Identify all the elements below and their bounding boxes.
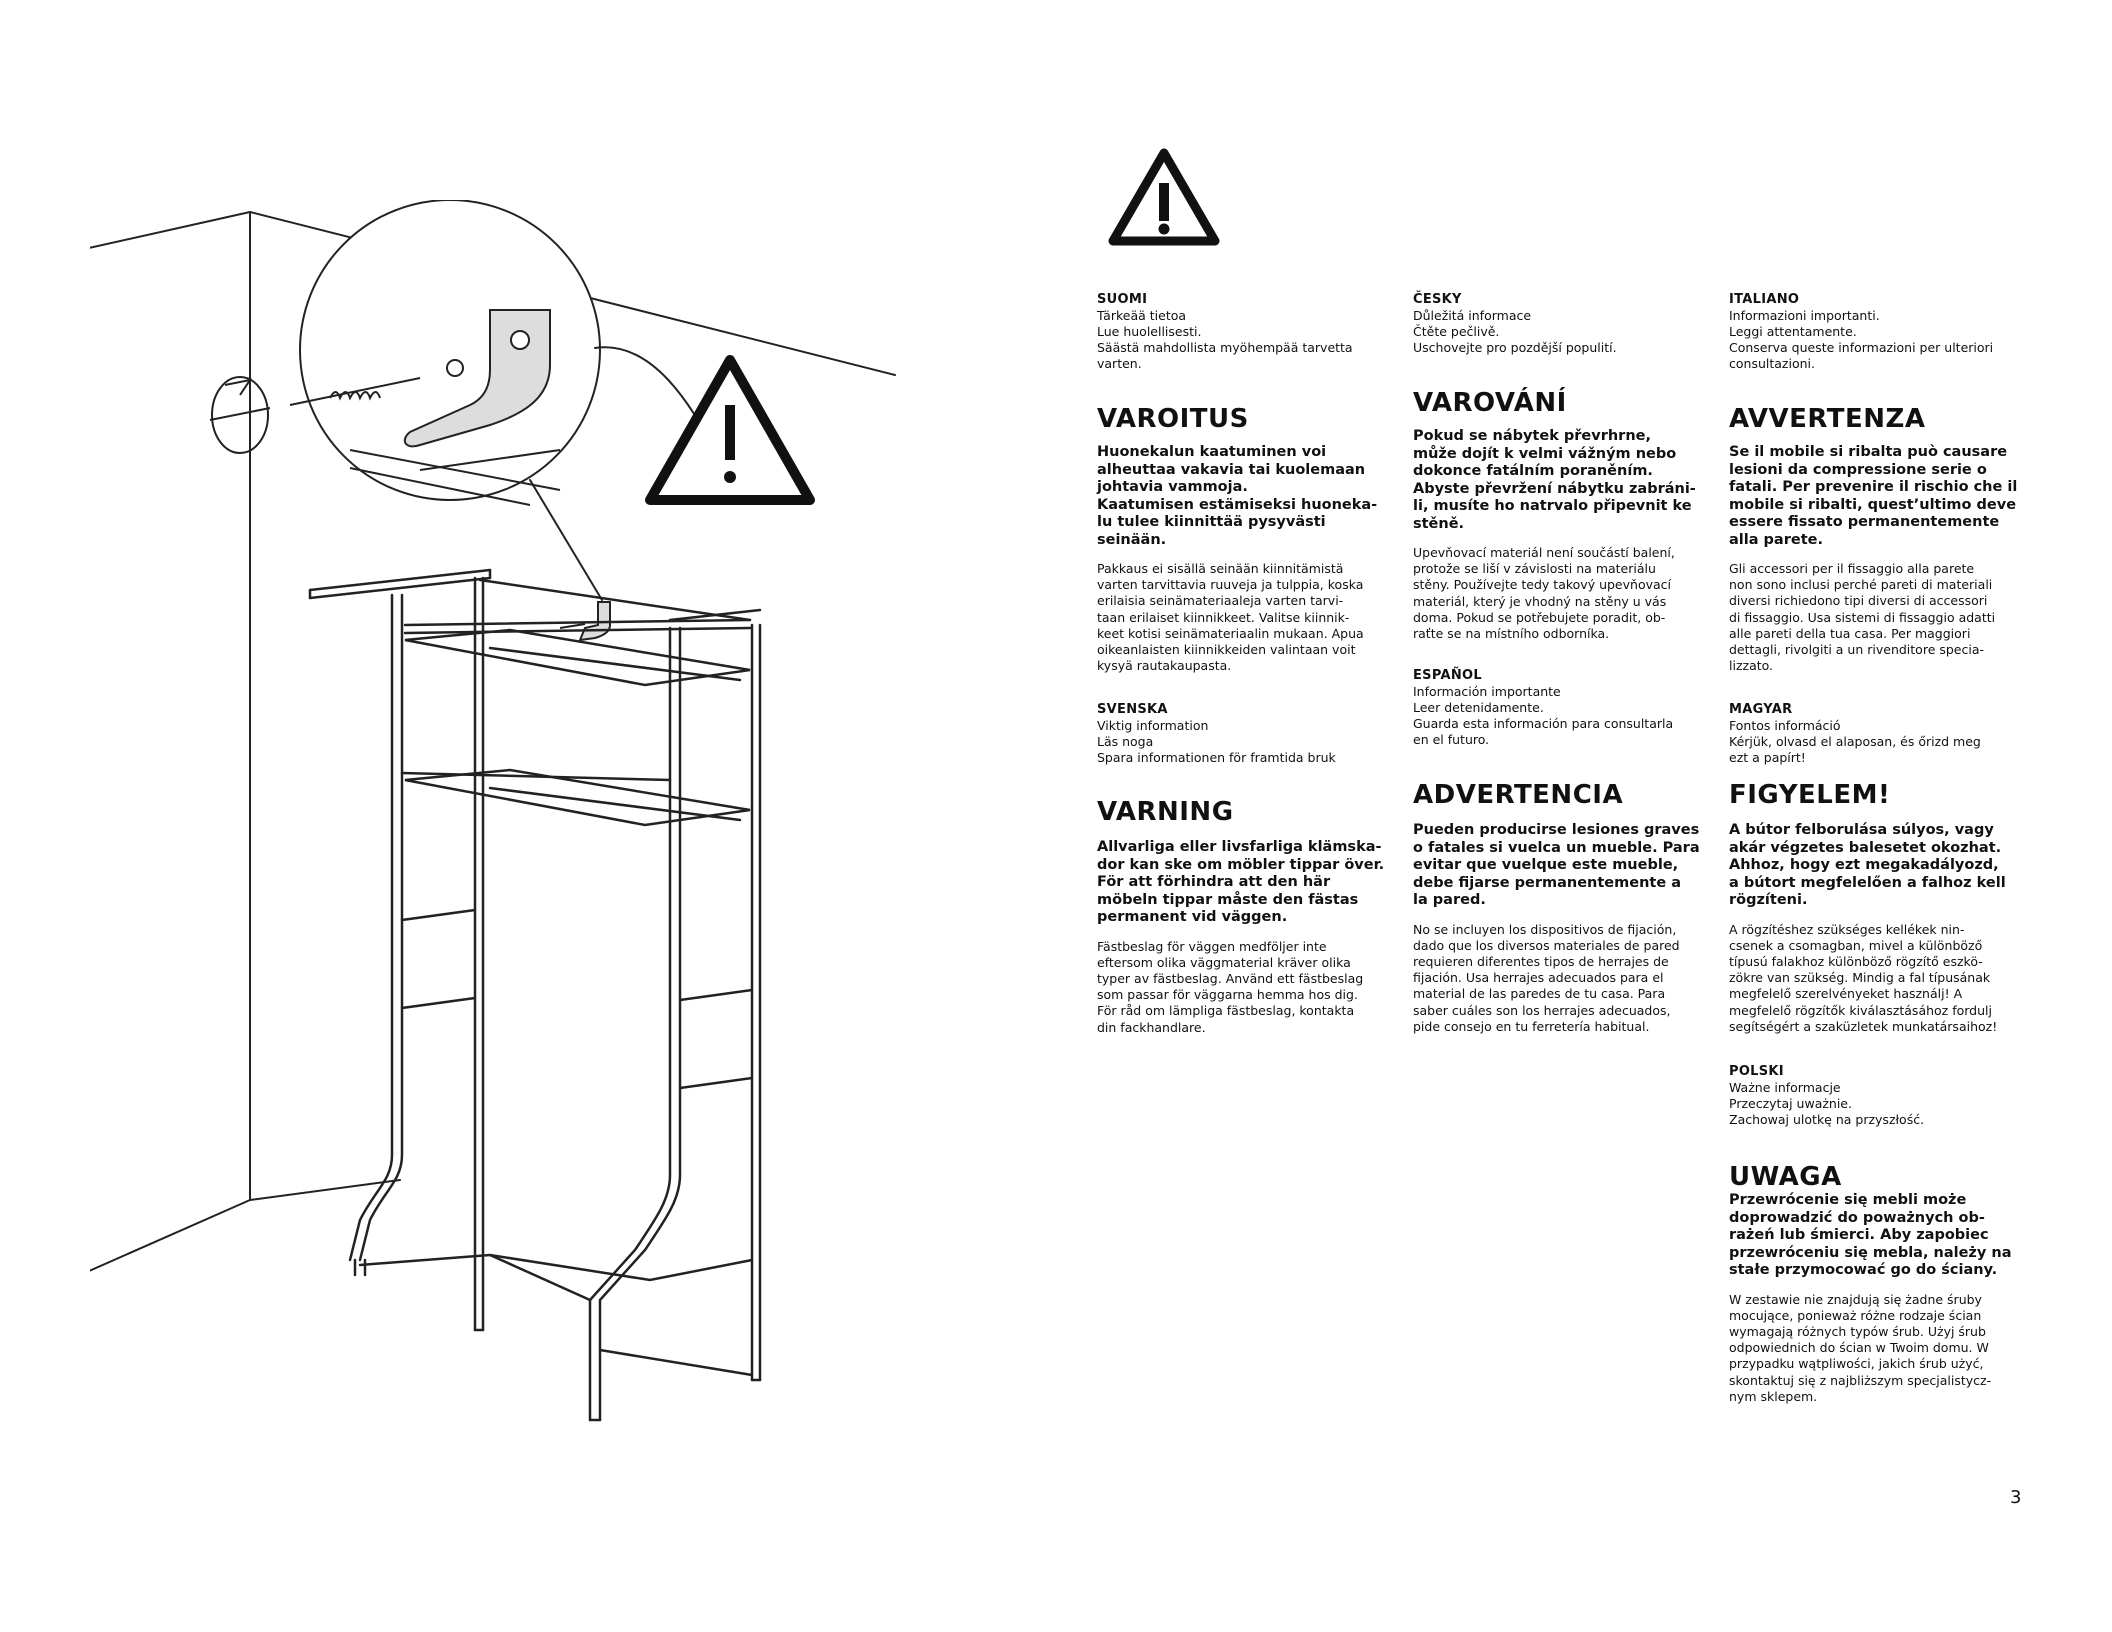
warning-body-text: Pakkaus ei sisällä seinään kiinnitämistä varten tarvittavia ruuveja ja tulppia, koska erilaisia seinämateriaaleja varten tarvi- taan erilaiset kiinnikkeet. Valitse kiinnik- keet kotisi seinämateriaalin mukaan. Apua oikeanlaisten kiinnikkeiden valintaan voit kysyä rautakaupasta. <box>1097 561 1364 674</box>
warning-icon <box>1105 145 1223 250</box>
info-line: Spara informationen för framtida bruk <box>1097 750 1336 765</box>
page-number: 3 <box>2010 1487 2022 1508</box>
warning-title: FIGYELEM! <box>1729 780 1891 810</box>
info-block-magyar <box>1729 702 2034 766</box>
info-line: ezt a papírt! <box>1729 750 1806 765</box>
info-line: Przeczytaj uważnie. <box>1729 1096 1852 1111</box>
info-line: Leggi attentamente. <box>1729 324 1857 339</box>
warning-body-text: W zestawie nie znajdują się żadne śruby mocujące, ponieważ różne rodzaje ścian wymagają różnych typów śrub. Użyj śrub odpowiednich do ścian w Twoim domu. W przypadku wątpliwości, jakich śrub użyć, skontaktuj się z najbliższym specjalistycz- nym sklepem. <box>1729 1291 1992 1404</box>
warning-block-uwaga <box>1729 1162 2034 1405</box>
warning-block-figyelem <box>1729 780 2034 1035</box>
info-block-svenska <box>1097 702 1402 766</box>
warning-title: UWAGA <box>1729 1162 1842 1192</box>
warning-body-text: No se incluyen los dispositivos de fijación, dado que los diversos materiales de pared requieren diferentes tipos de herrajes de fijación. Usa herrajes adecuados para el material de las paredes de tu casa. Para saber cuáles son los herrajes adecuados, pide consejo en tu ferretería habitual. <box>1413 921 1680 1034</box>
info-line: Tärkeää tietoa <box>1097 308 1187 323</box>
language-heading: ČESKY <box>1413 292 1462 307</box>
language-heading: SVENSKA <box>1097 702 1168 717</box>
info-line: Información importante <box>1413 684 1561 699</box>
info-line: Conserva queste informazioni per ulteriori <box>1729 340 1994 355</box>
warning-bold-text: Przewrócenie się mebli może doprowadzić do poważnych ob- rażeń lub śmierci. Aby zapobiec przewróceniu się mebla, należy na stałe przymocować go do ściany. <box>1729 1192 2012 1278</box>
warning-block-varovani <box>1413 388 1718 642</box>
warning-body-text: A rögzítéshez szükséges kellékek nin- csenek a csomagban, mivel a különböző típusú falakhoz különböző rögzítő eszkö- zökre van szükség. Mindig a fal típusának megfelelő szerelvényeket használj! A megfelelő rögzítők kiválasztásához fordulj segítségért a szaküzletek munkatársaihoz! <box>1729 921 1998 1034</box>
info-line: Guarda esta información para consultarla <box>1413 716 1674 731</box>
info-block-italiano <box>1729 292 2034 372</box>
info-line: en el futuro. <box>1413 732 1490 747</box>
language-heading: SUOMI <box>1097 292 1148 307</box>
info-block-polski <box>1729 1064 2034 1128</box>
warning-body-text: Upevňovací materiál není součástí balení, protože se liší v závislosti na materiálu stěny. Používejte tedy takový upevňovací materiál, který je vhodný na stěny u vás doma. Pokud se potřebujete poradit, ob- raťte se na místního odborníka. <box>1413 545 1675 642</box>
language-heading: MAGYAR <box>1729 702 1793 717</box>
language-heading: ITALIANO <box>1729 292 1800 307</box>
assembly-illustration <box>90 200 910 1460</box>
warning-bold-text: Pokud se nábytek převrhrne, může dojít k velmi vážným nebo dokonce fatálním poraněním. Abyste převržení nábytku zabráni- li, musíte ho natrvalo připevnit ke stěně. <box>1413 428 1696 532</box>
info-line: varten. <box>1097 356 1142 371</box>
warning-block-avvertenza <box>1729 404 2034 674</box>
info-line: Kérjük, olvasd el alaposan, és őrizd meg <box>1729 734 1981 749</box>
warning-title: ADVERTENCIA <box>1413 780 1624 810</box>
warning-title: VAROVÁNÍ <box>1413 388 1567 418</box>
warning-bold-text: Allvarliga eller livsfarliga klämska- dor kan ske om möbler tippar över. För att förhindra att den här möbeln tippar måste den fästas permanent vid väggen. <box>1097 839 1385 925</box>
warning-bold-text: Se il mobile si ribalta può causare lesioni da compressione serie o fatali. Per prevenire il rischio che il mobile si ribalti, quest’ultimo deve essere fissato permanentemente alla parete. <box>1729 444 2018 548</box>
info-line: Čtěte pečlivě. <box>1413 324 1500 339</box>
info-line: Uschovejte pro pozdější populití. <box>1413 340 1617 355</box>
info-line: Informazioni importanti. <box>1729 308 1880 323</box>
warning-bold-text: A bútor felborulása súlyos, vagy akár végzetes balesetet okozhat. Ahhoz, hogy ezt megakadályozd, a bútort megfelelően a falhoz kell rögzíteni. <box>1729 822 2006 908</box>
info-line: Lue huolellisesti. <box>1097 324 1202 339</box>
warning-title: VAROITUS <box>1097 404 1249 434</box>
info-block-suomi <box>1097 292 1402 372</box>
info-line: Ważne informacje <box>1729 1080 1841 1095</box>
warning-body-text: Fästbeslag för väggen medföljer inte eftersom olika väggmaterial kräver olika typer av fästbeslag. Använd ett fästbeslag som passar för väggarna hemma hos dig. För råd om lämpliga fästbeslag, kontakta din fackhandlare. <box>1097 938 1364 1035</box>
info-line: Fontos információ <box>1729 718 1841 733</box>
info-line: Läs noga <box>1097 734 1154 749</box>
info-block-cesky <box>1413 292 1718 356</box>
warning-bold-text: Huonekalun kaatuminen voi alheuttaa vakavia tai kuolemaan johtavia vammoja. Kaatumisen estämiseksi huoneka- lu tulee kiinnittää pysyvästi seinään. <box>1097 444 1378 548</box>
info-line: consultazioni. <box>1729 356 1815 371</box>
language-heading: ESPAÑOL <box>1413 668 1482 683</box>
language-heading: POLSKI <box>1729 1064 1784 1079</box>
info-line: Důležitá informace <box>1413 308 1532 323</box>
warning-block-varoitus <box>1097 404 1402 674</box>
info-block-espanol <box>1413 668 1718 748</box>
warning-title: AVVERTENZA <box>1729 404 1926 434</box>
warning-block-varning <box>1097 797 1402 1036</box>
warning-title: VARNING <box>1097 797 1234 827</box>
info-line: Zachowaj ulotkę na przyszłość. <box>1729 1112 1925 1127</box>
warning-bold-text: Pueden producirse lesiones graves o fatales si vuelca un mueble. Para evitar que vuelque este mueble, debe fijarse permanentemente a la pared. <box>1413 822 1700 908</box>
info-line: Säästä mahdollista myöhempää tarvetta <box>1097 340 1353 355</box>
warning-block-advertencia <box>1413 780 1718 1035</box>
warning-body-text: Gli accessori per il fissaggio alla parete non sono inclusi perché pareti di materiali diversi richiedono tipi diversi di accessori di fissaggio. Usa sistemi di fissaggio adatti alle pareti della tua casa. Per maggiori dettagli, rivolgiti a un rivenditore specia- lizzato. <box>1729 561 1996 674</box>
info-line: Leer detenidamente. <box>1413 700 1544 715</box>
info-line: Viktig information <box>1097 718 1209 733</box>
